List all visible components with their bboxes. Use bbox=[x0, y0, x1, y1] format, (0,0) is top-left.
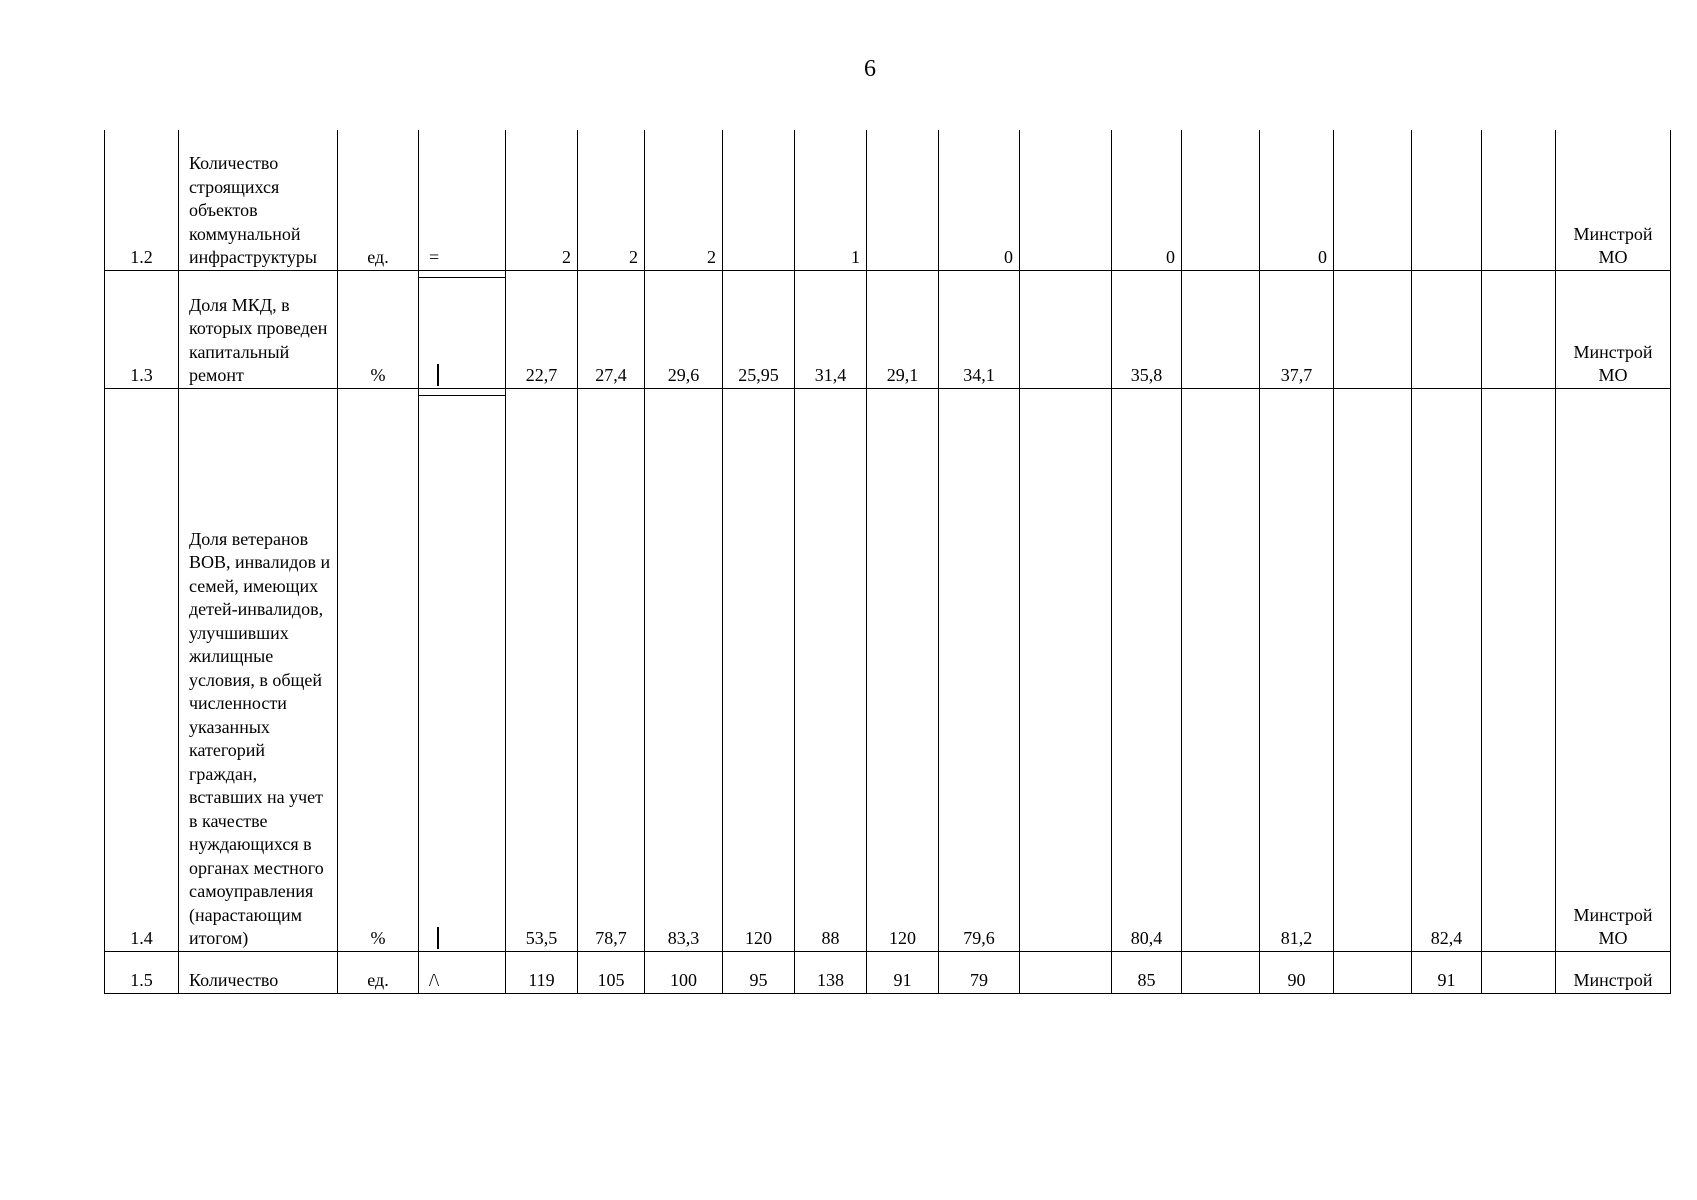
value-cell: 91 bbox=[1412, 951, 1482, 993]
value-cell: 79 bbox=[939, 951, 1020, 993]
value-cell bbox=[1412, 270, 1482, 388]
value-cell: 82,4 bbox=[1412, 388, 1482, 951]
table-row bbox=[105, 951, 1671, 993]
trend-symbol-cell bbox=[419, 270, 506, 388]
responsible-cell: Минстрой МО bbox=[1556, 130, 1671, 270]
value-cell: 2 bbox=[506, 130, 578, 270]
indicators-table bbox=[104, 130, 1671, 994]
trend-symbol: /\ bbox=[429, 970, 440, 990]
value-cell: 83,3 bbox=[645, 388, 723, 951]
value-cell: 90 bbox=[1260, 951, 1334, 993]
value-cell: 105 bbox=[578, 951, 645, 993]
value-cell: 37,7 bbox=[1260, 270, 1334, 388]
value-cell bbox=[1482, 951, 1556, 993]
trend-symbol bbox=[419, 270, 505, 278]
value-cell bbox=[1020, 388, 1112, 951]
value-cell bbox=[723, 130, 795, 270]
trend-symbol-cell bbox=[419, 388, 506, 951]
value-cell: 2 bbox=[645, 130, 723, 270]
responsible-cell: Минстрой bbox=[1556, 951, 1671, 993]
value-cell: 138 bbox=[795, 951, 867, 993]
unit-cell: ед. bbox=[338, 130, 419, 270]
unit-cell: % bbox=[338, 270, 419, 388]
value-cell bbox=[1334, 388, 1412, 951]
value-cell: 34,1 bbox=[939, 270, 1020, 388]
value-cell: 79,6 bbox=[939, 388, 1020, 951]
value-cell: 120 bbox=[867, 388, 939, 951]
value-cell: 2 bbox=[578, 130, 645, 270]
page-number: 6 bbox=[864, 56, 876, 82]
value-cell: 95 bbox=[723, 951, 795, 993]
trend-symbol-wrap bbox=[419, 270, 505, 364]
value-cell bbox=[1182, 951, 1260, 993]
value-cell: 0 bbox=[939, 130, 1020, 270]
value-cell bbox=[1020, 130, 1112, 270]
value-cell bbox=[1334, 270, 1412, 388]
value-cell bbox=[1482, 270, 1556, 388]
value-cell bbox=[1412, 130, 1482, 270]
value-cell: 1 bbox=[795, 130, 867, 270]
responsible-cell: Минстрой МО bbox=[1556, 388, 1671, 951]
value-cell bbox=[1182, 130, 1260, 270]
value-cell bbox=[1334, 951, 1412, 993]
row-number: 1.5 bbox=[105, 951, 179, 993]
value-cell: 27,4 bbox=[578, 270, 645, 388]
value-cell: 53,5 bbox=[506, 388, 578, 951]
row-number: 1.3 bbox=[105, 270, 179, 388]
indicator-name: Доля ветеранов ВОВ, инвалидов и семей, имеющих детей-инвалидов, улучшивших жилищные условия, в общей численности указанных категорий граждан, вставших на учет в качестве нуждающихся в органах местного самоуправления (нарастающим итогом) bbox=[179, 388, 338, 951]
trend-symbol: = bbox=[429, 247, 440, 267]
value-cell bbox=[1020, 951, 1112, 993]
value-cell: 31,4 bbox=[795, 270, 867, 388]
trend-bar-icon bbox=[437, 927, 439, 949]
unit-cell: % bbox=[338, 388, 419, 951]
value-cell: 85 bbox=[1112, 951, 1182, 993]
value-cell bbox=[1182, 270, 1260, 388]
indicator-name: Количество bbox=[179, 951, 338, 993]
value-cell: 119 bbox=[506, 951, 578, 993]
value-cell: 0 bbox=[1260, 130, 1334, 270]
value-cell bbox=[1334, 130, 1412, 270]
value-cell: 29,1 bbox=[867, 270, 939, 388]
indicator-name: Количество строящихся объектов коммунальной инфраструктуры bbox=[179, 130, 338, 270]
value-cell: 81,2 bbox=[1260, 388, 1334, 951]
trend-symbol bbox=[419, 388, 505, 396]
trend-symbol-cell bbox=[419, 130, 506, 270]
value-cell: 25,95 bbox=[723, 270, 795, 388]
table-row bbox=[105, 130, 1671, 270]
value-cell: 80,4 bbox=[1112, 388, 1182, 951]
value-cell: 78,7 bbox=[578, 388, 645, 951]
indicator-name: Доля МКД, в которых проведен капитальный ремонт bbox=[179, 270, 338, 388]
value-cell bbox=[1020, 270, 1112, 388]
value-cell: 29,6 bbox=[645, 270, 723, 388]
row-number: 1.4 bbox=[105, 388, 179, 951]
unit-cell: ед. bbox=[338, 951, 419, 993]
trend-symbol-cell bbox=[419, 951, 506, 993]
value-cell: 88 bbox=[795, 388, 867, 951]
value-cell: 35,8 bbox=[1112, 270, 1182, 388]
row-number: 1.2 bbox=[105, 130, 179, 270]
value-cell bbox=[867, 130, 939, 270]
value-cell bbox=[1482, 388, 1556, 951]
value-cell: 91 bbox=[867, 951, 939, 993]
trend-symbol-wrap bbox=[419, 388, 505, 927]
value-cell: 120 bbox=[723, 388, 795, 951]
table-row bbox=[105, 270, 1671, 388]
value-cell bbox=[1182, 388, 1260, 951]
value-cell: 0 bbox=[1112, 130, 1182, 270]
value-cell: 22,7 bbox=[506, 270, 578, 388]
table-row bbox=[105, 388, 1671, 951]
trend-bar-icon bbox=[437, 364, 439, 386]
value-cell bbox=[1482, 130, 1556, 270]
responsible-cell: Минстрой МО bbox=[1556, 270, 1671, 388]
value-cell: 100 bbox=[645, 951, 723, 993]
